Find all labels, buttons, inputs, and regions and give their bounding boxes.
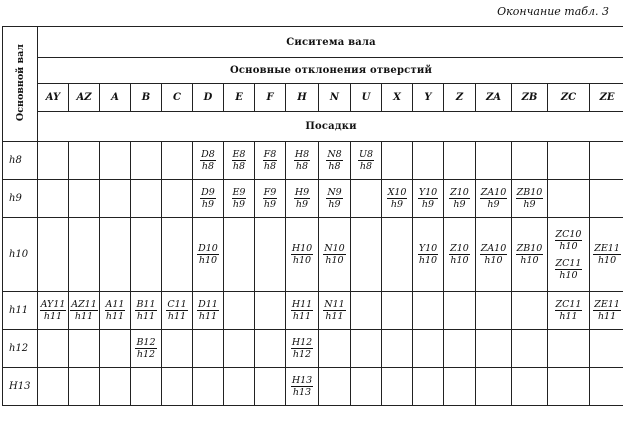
- fit-cell: [413, 180, 444, 218]
- row-label: h11: [3, 292, 38, 330]
- fit-cell: [131, 292, 162, 330]
- fit-fraction: [291, 337, 313, 360]
- fit-cell: [69, 142, 100, 180]
- fit-cell: [512, 368, 548, 406]
- fit-cell: [382, 292, 413, 330]
- fit-hole: F8: [263, 149, 277, 160]
- fit-fraction: [449, 243, 470, 266]
- fit-cell: [69, 218, 100, 292]
- fit-cell: [100, 180, 131, 218]
- fit-cell: [162, 330, 193, 368]
- fit-hole: ZE11: [594, 243, 620, 254]
- fit-shaft: h8: [232, 161, 246, 172]
- fit-cell: [69, 180, 100, 218]
- fit-cell: [69, 292, 100, 330]
- fit-hole: Y10: [418, 187, 438, 198]
- fit-fraction: [291, 375, 313, 398]
- fit-shaft: h10: [597, 255, 617, 266]
- fit-hole: D11: [198, 299, 218, 310]
- fit-fraction: [387, 187, 408, 210]
- fit-cell: [590, 180, 623, 218]
- fit-cell: [38, 218, 69, 292]
- fit-shaft: h10: [198, 255, 218, 266]
- fit-shaft: h12: [292, 349, 312, 360]
- fit-fraction: [294, 187, 310, 210]
- fit-cell: [512, 330, 548, 368]
- fit-shaft: h11: [325, 311, 344, 322]
- fit-shaft: h8: [359, 161, 373, 172]
- fit-shaft: h11: [167, 311, 187, 322]
- fit-cell: [319, 180, 351, 218]
- fit-hole: B11: [136, 299, 156, 310]
- fit-hole: N10: [324, 243, 345, 254]
- fit-hole: H11: [291, 299, 313, 310]
- fit-hole: E9: [232, 187, 246, 198]
- fit-fraction: [232, 149, 247, 172]
- fit-shaft: h13: [292, 387, 312, 398]
- fit-shaft: h11: [74, 311, 94, 322]
- fit-cell: [193, 292, 224, 330]
- fit-fraction: [516, 187, 544, 210]
- row-label: h9: [3, 180, 38, 218]
- fit-hole: ZC11: [555, 299, 582, 310]
- column-header-h: H: [286, 84, 319, 112]
- fit-cell: [100, 142, 131, 180]
- fit-cell: [351, 368, 382, 406]
- column-header-ze: ZE: [590, 84, 623, 112]
- fit-cell: [286, 180, 319, 218]
- fit-hole: F9: [263, 187, 277, 198]
- fit-shaft: h11: [136, 311, 156, 322]
- column-header-n: N: [319, 84, 351, 112]
- fit-cell: [38, 292, 69, 330]
- column-header-a: A: [100, 84, 131, 112]
- fit-fraction: [323, 299, 345, 322]
- table-row: [3, 330, 623, 368]
- fit-shaft: h10: [418, 255, 438, 266]
- fit-cell: [382, 142, 413, 180]
- fit-cell: [38, 142, 69, 180]
- fit-shaft: h10: [292, 255, 312, 266]
- fit-cell: [319, 218, 351, 292]
- fit-cell: [590, 368, 623, 406]
- fit-cell: [69, 368, 100, 406]
- table-row: [3, 180, 623, 218]
- fit-shaft: h9: [263, 199, 277, 210]
- fit-cell: [224, 142, 255, 180]
- fit-shaft: h10: [484, 255, 503, 266]
- fit-shaft: h8: [263, 161, 277, 172]
- fit-cell: [100, 292, 131, 330]
- row-label: H13: [3, 368, 38, 406]
- fit-hole: U8: [358, 149, 374, 160]
- fit-shaft: h11: [559, 311, 578, 322]
- fit-fraction: [232, 187, 247, 210]
- fit-shaft: h8: [201, 161, 215, 172]
- fit-shaft: h8: [328, 161, 341, 172]
- fit-fraction: [291, 243, 313, 266]
- fit-hole: H10: [291, 243, 313, 254]
- fit-fraction: [135, 299, 156, 322]
- fit-hole: N8: [327, 149, 342, 160]
- fit-cell: [162, 368, 193, 406]
- table-row: [3, 218, 623, 292]
- fit-shaft: h8: [295, 161, 309, 172]
- table-row: [3, 292, 623, 330]
- fit-cell: [444, 180, 476, 218]
- table-row: [3, 368, 623, 406]
- fit-fraction: [135, 337, 156, 360]
- fit-fraction: [326, 187, 342, 210]
- fit-fraction: [326, 149, 342, 172]
- fit-cell: [512, 218, 548, 292]
- fit-shaft: h9: [328, 199, 341, 210]
- fit-shaft: h10: [559, 269, 578, 281]
- fit-cell: [193, 368, 224, 406]
- fit-cell: [548, 142, 590, 180]
- fit-cell: [444, 142, 476, 180]
- fit-cell: [476, 368, 512, 406]
- fit-cell: [162, 218, 193, 292]
- fit-hole: H12: [291, 337, 313, 348]
- fit-cell: [38, 368, 69, 406]
- fit-cell: [286, 218, 319, 292]
- fit-cell: [224, 292, 255, 330]
- fit-cell: [590, 218, 623, 292]
- fit-cell: [131, 180, 162, 218]
- fit-fraction: [294, 149, 310, 172]
- fit-cell: [100, 330, 131, 368]
- fit-cell: [255, 218, 286, 292]
- fit-cell: [224, 180, 255, 218]
- fit-cell: [382, 368, 413, 406]
- fit-hole: Z10: [450, 243, 469, 254]
- fit-hole: D10: [198, 243, 218, 254]
- fit-fraction: [197, 299, 219, 322]
- fit-cell: [38, 180, 69, 218]
- base-shaft-label: Основной вал: [14, 43, 26, 122]
- fit-cell: [193, 218, 224, 292]
- fit-hole: ZC10: [555, 228, 582, 240]
- fit-cell: [193, 180, 224, 218]
- fit-cell: [382, 180, 413, 218]
- fit-hole: AZ11: [71, 299, 97, 310]
- fit-shaft: h11: [43, 311, 63, 322]
- fit-shaft: h9: [295, 199, 309, 210]
- fit-fraction: [418, 187, 438, 210]
- fit-hole: D9: [201, 187, 215, 198]
- column-header-d: D: [193, 84, 224, 112]
- column-header-ay: AY: [38, 84, 69, 112]
- fit-cell: [351, 218, 382, 292]
- fit-shaft: h11: [198, 311, 218, 322]
- table-row: [3, 142, 623, 180]
- fit-shaft: h9: [390, 199, 404, 210]
- fit-shaft: h9: [201, 199, 215, 210]
- fit-fraction: [166, 299, 187, 322]
- fit-fraction: [200, 149, 216, 172]
- fit-cell: [286, 330, 319, 368]
- fit-shaft: h9: [232, 199, 246, 210]
- fit-cell: [548, 292, 590, 330]
- fit-cell: [255, 368, 286, 406]
- fit-fraction: [40, 299, 67, 322]
- column-header-z: Z: [444, 84, 476, 112]
- fit-fraction: [418, 243, 438, 266]
- fit-cell: [224, 368, 255, 406]
- fit-cell: [131, 330, 162, 368]
- fit-cell: [351, 180, 382, 218]
- column-header-az: AZ: [69, 84, 100, 112]
- fit-shaft: h9: [421, 199, 435, 210]
- fit-cell: [131, 368, 162, 406]
- fit-cell: [162, 142, 193, 180]
- fit-cell: [512, 292, 548, 330]
- row-label: h10: [3, 218, 38, 292]
- row-label: h12: [3, 330, 38, 368]
- fit-cell: [319, 330, 351, 368]
- fit-hole: ZA10: [480, 187, 507, 198]
- fit-cell: [286, 368, 319, 406]
- fit-cell: [444, 292, 476, 330]
- fit-cell: [476, 142, 512, 180]
- fit-hole: Z10: [450, 187, 469, 198]
- column-header-b: B: [131, 84, 162, 112]
- fit-hole: A11: [105, 299, 125, 310]
- fit-fraction: [358, 149, 374, 172]
- fit-cell: [162, 180, 193, 218]
- fit-cell: [255, 292, 286, 330]
- fit-fraction: [555, 229, 583, 252]
- fit-hole: E8: [232, 149, 246, 160]
- fit-cell: [590, 142, 623, 180]
- fit-hole: ZB10: [516, 187, 543, 198]
- fit-fraction: [291, 299, 313, 322]
- fit-hole: ZB10: [516, 243, 543, 254]
- fit-cell: [413, 218, 444, 292]
- fit-fraction: [263, 149, 278, 172]
- fit-cell: [476, 292, 512, 330]
- fit-shaft: h12: [136, 349, 156, 360]
- column-header-f: F: [255, 84, 286, 112]
- column-header-row: [3, 84, 623, 112]
- fit-hole: C11: [167, 299, 187, 310]
- fit-shaft: h11: [105, 311, 125, 322]
- system-header: Сиситема вала: [38, 27, 623, 58]
- fit-cell: [193, 142, 224, 180]
- fit-cell: [476, 218, 512, 292]
- fit-cell: [69, 330, 100, 368]
- fit-hole: ZA10: [480, 243, 507, 254]
- fit-shaft: h9: [453, 199, 466, 210]
- column-header-y: Y: [413, 84, 444, 112]
- fit-cell: [512, 180, 548, 218]
- fit-cell: [351, 292, 382, 330]
- fit-cell: [413, 368, 444, 406]
- fit-hole: H8: [294, 149, 310, 160]
- fit-hole: Y10: [418, 243, 438, 254]
- fit-hole: H13: [291, 375, 313, 386]
- fit-fraction: [105, 299, 126, 322]
- corner-cell: [3, 27, 38, 142]
- fit-fraction: [323, 243, 345, 266]
- fit-cell: [444, 218, 476, 292]
- fit-fraction: [593, 243, 621, 266]
- fit-cell: [351, 330, 382, 368]
- fit-cell: [590, 330, 623, 368]
- fit-cell: [224, 218, 255, 292]
- fit-fraction: [70, 299, 98, 322]
- fit-fraction: [200, 187, 216, 210]
- deviations-header: Основные отклонения отверстий: [38, 58, 623, 84]
- table-caption: Окончание табл. 3: [497, 5, 609, 18]
- fit-fraction: [480, 187, 508, 210]
- fit-cell: [255, 142, 286, 180]
- fit-cell: [286, 142, 319, 180]
- fit-shaft: h9: [487, 199, 500, 210]
- fit-cell: [382, 218, 413, 292]
- fit-cell: [413, 292, 444, 330]
- fit-cell: [319, 368, 351, 406]
- fit-hole: H9: [294, 187, 310, 198]
- fit-shaft: h11: [292, 311, 312, 322]
- fit-shaft: h11: [597, 311, 617, 322]
- fit-cell: [162, 292, 193, 330]
- fit-hole: ZC11: [555, 257, 582, 269]
- fit-fraction: [449, 187, 470, 210]
- row-label: h8: [3, 142, 38, 180]
- fit-cell: [413, 330, 444, 368]
- fit-hole: N11: [324, 299, 345, 310]
- fit-cell: [548, 330, 590, 368]
- fit-shaft: h9: [523, 199, 536, 210]
- fit-cell: [131, 218, 162, 292]
- fit-hole: B12: [136, 337, 156, 348]
- fits-header: Посадки: [38, 112, 623, 142]
- fit-cell: [131, 142, 162, 180]
- fit-cell: [193, 330, 224, 368]
- fit-cell: [286, 292, 319, 330]
- fit-shaft: h10: [520, 255, 539, 266]
- fit-cell: [224, 330, 255, 368]
- column-header-zc: ZC: [548, 84, 590, 112]
- fit-fraction: [480, 243, 508, 266]
- column-header-zb: ZB: [512, 84, 548, 112]
- fit-cell: [548, 180, 590, 218]
- fit-cell: [351, 142, 382, 180]
- fit-hole: X10: [387, 187, 407, 198]
- fit-fraction: [555, 299, 583, 322]
- fit-cell: [382, 330, 413, 368]
- fit-cell: [590, 292, 623, 330]
- fit-hole: AY11: [40, 299, 66, 310]
- column-header-c: C: [162, 84, 193, 112]
- fit-hole: D8: [201, 149, 215, 160]
- column-header-x: X: [382, 84, 413, 112]
- fit-fraction: [263, 187, 278, 210]
- fit-cell: [319, 292, 351, 330]
- fit-hole: ZE11: [594, 299, 620, 310]
- column-header-u: U: [351, 84, 382, 112]
- column-header-e: E: [224, 84, 255, 112]
- fit-fraction: [197, 243, 219, 266]
- fit-cell: [100, 368, 131, 406]
- fit-shaft: h10: [559, 240, 578, 252]
- fit-cell: [413, 142, 444, 180]
- fit-cell: [444, 368, 476, 406]
- fits-table: [2, 26, 623, 406]
- fit-cell: [444, 330, 476, 368]
- fit-fraction: [555, 258, 583, 281]
- fit-shaft: h10: [450, 255, 469, 266]
- fit-hole: N9: [327, 187, 342, 198]
- fit-cell: [100, 218, 131, 292]
- fit-cell: [319, 142, 351, 180]
- fit-cell: [476, 180, 512, 218]
- fit-fraction: [516, 243, 544, 266]
- fit-cell: [255, 330, 286, 368]
- fit-cell: [255, 180, 286, 218]
- fit-cell: [548, 368, 590, 406]
- fit-cell: [476, 330, 512, 368]
- fit-cell: [38, 330, 69, 368]
- column-header-za: ZA: [476, 84, 512, 112]
- fit-cell: [512, 142, 548, 180]
- fit-fraction: [593, 299, 621, 322]
- fit-cell: [548, 218, 590, 292]
- fit-shaft: h10: [325, 255, 344, 266]
